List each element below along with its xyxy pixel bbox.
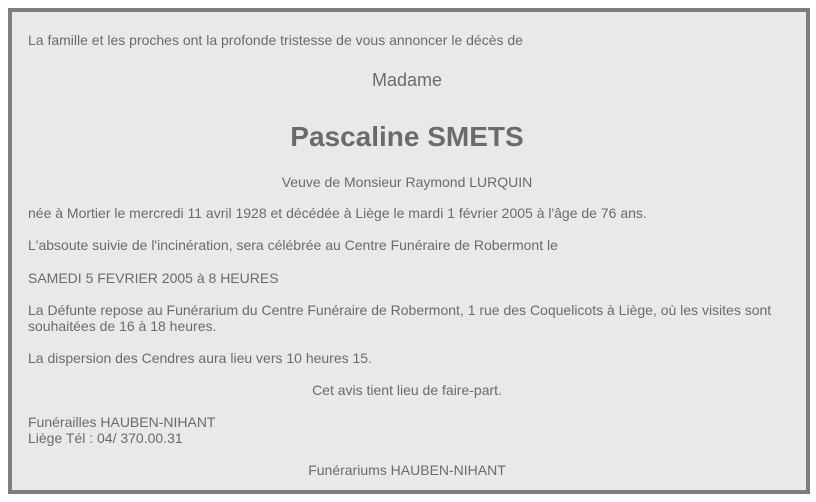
resting-place-text: La Défunte repose au Funérarium du Centre Funéraire de Robermont, 1 rue des Coquelicots à Liège, où les visites sont souhaitées de 16 à 18 heures. [28,302,772,334]
widow-of-text: Veuve de Monsieur Raymond LURQUIN [281,174,533,190]
ceremony-text: L'absoute suivie de l'incinération, sera célébrée au Centre Funéraire de Robermont le [28,237,558,253]
faire-part-notice: Cet avis tient lieu de faire-part. [312,382,502,398]
honorific-title: Madame [371,70,443,90]
ceremony-date: SAMEDI 5 FEVRIER 2005 à 8 HEURES [28,270,279,286]
death-notice-card [8,8,810,494]
funeral-home-phone: Liège Tél : 04/ 370.00.31 [28,430,183,446]
funeral-home-name: Funérailles HAUBEN-NIHANT [28,414,216,430]
birth-death-text: née à Mortier le mercredi 11 avril 1928 et décédée à Liège le mardi 1 février 2005 à l'âge de 76 ans. [28,205,647,221]
ashes-dispersion-text: La dispersion des Cendres aura lieu vers 10 heures 15. [28,350,372,366]
footer-funerariums: Funérariums HAUBEN-NIHANT [308,462,506,478]
funeral-home-block [28,414,786,446]
intro-text: La famille et les proches ont la profonde tristesse de vous annoncer le décès de [28,32,523,48]
deceased-name: Pascaline SMETS [290,121,524,152]
